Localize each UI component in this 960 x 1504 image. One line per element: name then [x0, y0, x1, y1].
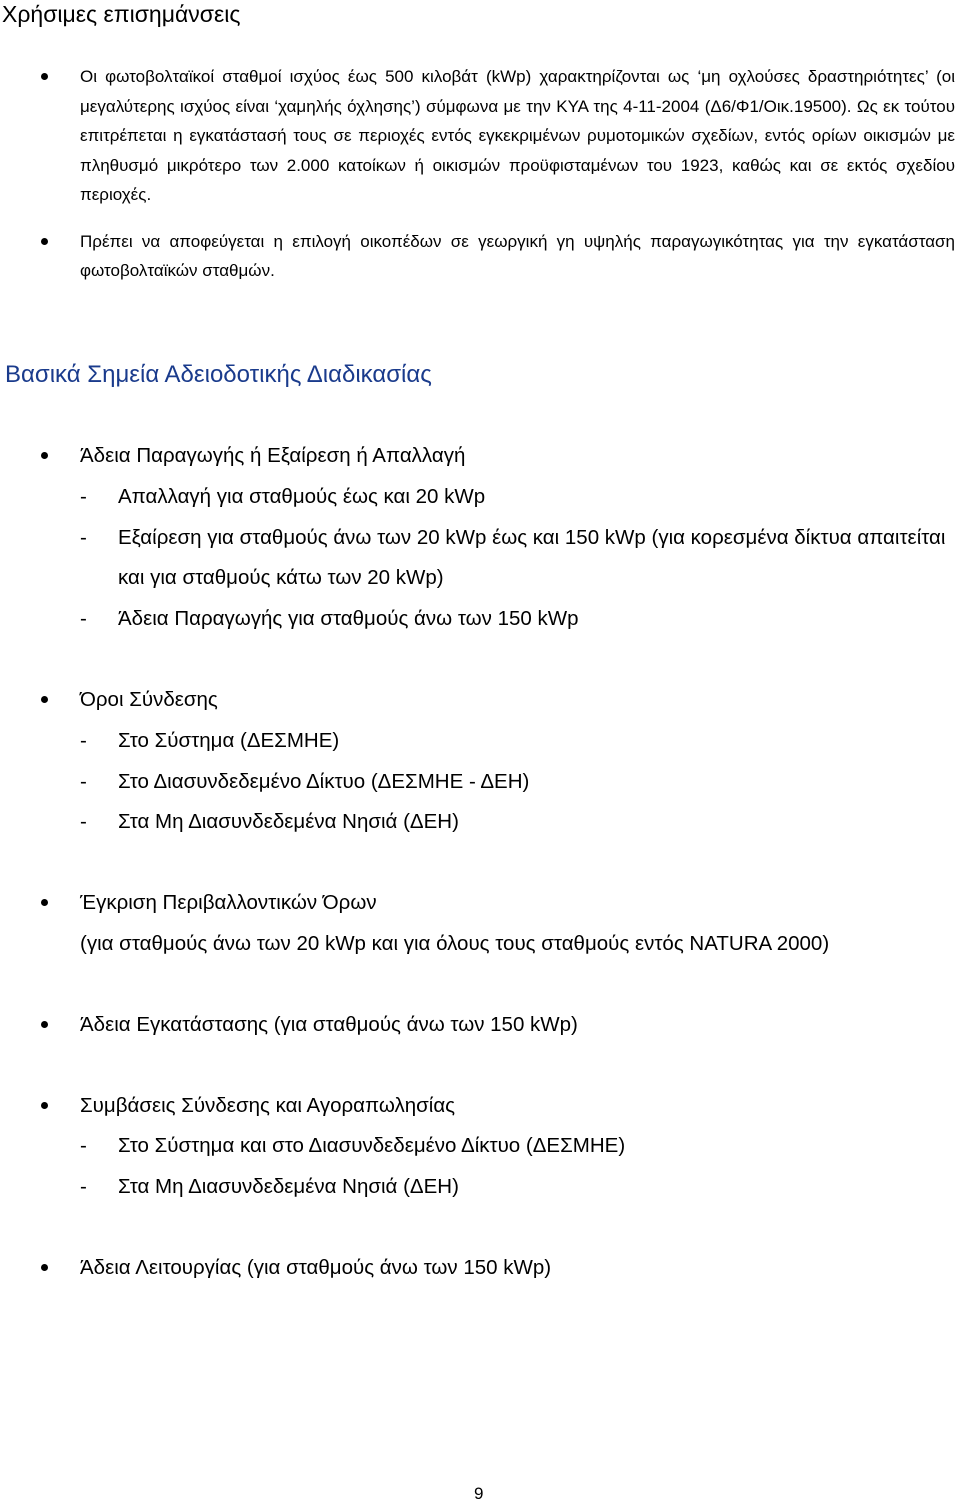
- procedure-note: (για σταθμούς άνω των 20 kWp και για όλους τους σταθμούς εντός NATURA 2000): [80, 931, 830, 955]
- bullet-icon: [41, 1264, 48, 1271]
- subitem-text: Στο Σύστημα και στο Διασυνδεδεμένο Δίκτυο (ΔΕΣΜΗΕ): [118, 1134, 626, 1158]
- procedure-subitem: [80, 802, 960, 843]
- dash-marker: -: [80, 484, 87, 508]
- page-title: Χρήσιμες επισημάνσεις: [2, 1, 241, 27]
- procedure-title: Έγκριση Περιβαλλοντικών Όρων: [80, 891, 377, 915]
- note-item: [0, 62, 960, 210]
- dash-marker: -: [80, 810, 87, 834]
- procedure-subitem: [80, 1167, 960, 1208]
- procedure-title: Άδεια Εγκατάστασης (για σταθμούς άνω των 150 kWp): [80, 1012, 578, 1036]
- procedure-title: Όροι Σύνδεσης: [80, 687, 218, 711]
- procedure-title: Άδεια Λειτουργίας (για σταθμούς άνω των 150 kWp): [80, 1255, 552, 1279]
- note-text: Οι φωτοβολταϊκοί σταθμοί ισχύος έως 500 κιλοβάτ (kWp) χαρακτηρίζονται ως ‘μη οχλούσες δραστηριότητες’ (οι μεγαλύτερης ισχύος είναι ‘χαμηλής όχλησης’) σύμφωνα με την ΚΥΑ της 4-11-2004 (Δ6/Φ1/Οικ.19500). Ως εκ τούτου επιτρέπεται η εγκατάστασή τους σε περιοχές εντός εγκεκριμένων ρυμοτομικών σχεδίων, εντός ορίων οικισμών με πληθυσμό μικρότερο των 2.000 κατοίκων ή οικισμών προϋφισταμένων του 1923, καθώς και σε εκτός σχεδίου περιοχές.: [80, 67, 955, 204]
- bullet-icon: [41, 452, 48, 459]
- bullet-icon: [41, 73, 48, 80]
- bullet-icon: [41, 899, 48, 906]
- subitem-text: Στο Διασυνδεδεμένο Δίκτυο (ΔΕΣΜΗΕ - ΔΕΗ): [118, 769, 530, 793]
- notes-list: [0, 62, 960, 303]
- page-number: 9: [474, 1484, 484, 1503]
- subitem-text: Εξαίρεση για σταθμούς άνω των 20 kWp έως και 150 kWp (για κορεσμένα δίκτυα απαιτείται και για σταθμούς κάτω των 20 kWp): [118, 525, 946, 590]
- subitem-text: Στα Μη Διασυνδεδεμένα Νησιά (ΔΕΗ): [118, 810, 459, 834]
- procedure-subitem: [80, 1126, 960, 1167]
- note-text: Πρέπει να αποφεύγεται η επιλογή οικοπέδων σε γεωργική γη υψηλής παραγωγικότητας για την εγκατάσταση φωτοβολταϊκών σταθμών.: [80, 231, 955, 280]
- subitem-text: Στα Μη Διασυνδεδεμένα Νησιά (ΔΕΗ): [118, 1175, 459, 1199]
- section-heading: Βασικά Σημεία Αδειοδοτικής Διαδικασίας: [5, 361, 432, 388]
- procedure-subitem: [80, 477, 960, 518]
- procedure-item: [0, 680, 960, 843]
- procedure-item: [0, 1248, 960, 1289]
- bullet-icon: [41, 1102, 48, 1109]
- procedure-subitem: [80, 762, 960, 803]
- dash-marker: -: [80, 525, 87, 549]
- procedure-title: Άδεια Παραγωγής ή Εξαίρεση ή Απαλλαγή: [80, 444, 466, 467]
- note-item: [0, 227, 960, 286]
- bullet-icon: [41, 696, 48, 703]
- procedure-item: [0, 883, 960, 965]
- procedure-subitem: [80, 518, 960, 600]
- procedure-title: Συμβάσεις Σύνδεσης και Αγοραπωλησίας: [80, 1093, 456, 1117]
- dash-marker: -: [80, 1134, 87, 1158]
- subitem-text: Απαλλαγή για σταθμούς έως και 20 kWp: [118, 484, 486, 508]
- procedure-list: [0, 436, 960, 1329]
- procedure-item: [0, 1086, 960, 1208]
- procedure-subitem: [80, 721, 960, 762]
- dash-marker: -: [80, 769, 87, 793]
- procedure-subitem: [80, 599, 960, 640]
- subitem-text: Στο Σύστημα (ΔΕΣΜΗΕ): [118, 728, 340, 752]
- bullet-icon: [41, 238, 48, 245]
- subitem-text: Άδεια Παραγωγής για σταθμούς άνω των 150 kWp: [118, 607, 579, 631]
- dash-marker: -: [80, 607, 87, 631]
- dash-marker: -: [80, 1175, 87, 1199]
- procedure-item: [0, 1005, 960, 1046]
- procedure-item: [0, 436, 960, 640]
- bullet-icon: [41, 1021, 48, 1028]
- dash-marker: -: [80, 728, 87, 752]
